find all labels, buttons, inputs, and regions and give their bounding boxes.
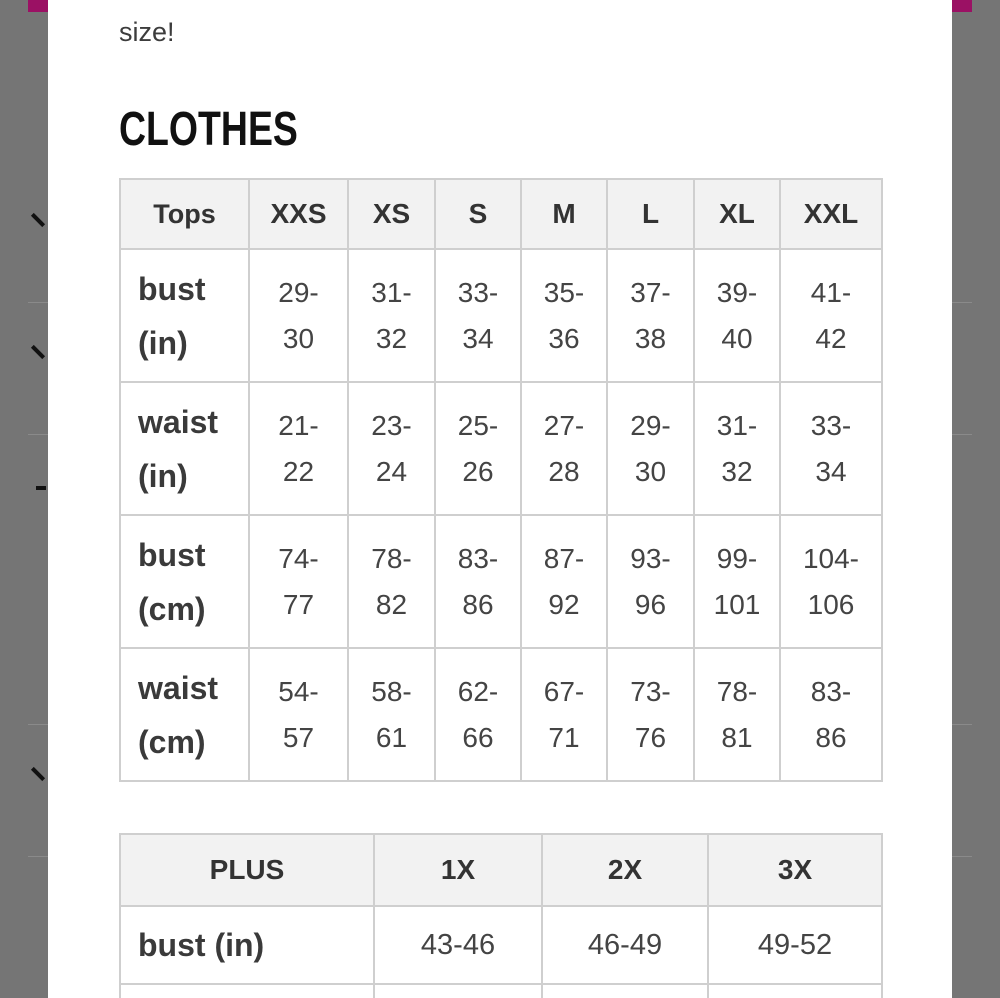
size-cell: 39- 40 [694,249,780,382]
section-title-clothes: CLOTHES [119,103,298,156]
intro-text: size! [119,17,175,47]
size-cell: 33- 34 [435,249,521,382]
table-row [120,382,882,515]
column-header-xxs: XXS [249,179,348,249]
size-cell: 99- 101 [694,515,780,648]
backdrop-divider [952,302,972,303]
table-row [120,515,882,648]
size-cell: 21- 22 [249,382,348,515]
row-label [120,382,249,515]
row-label-line: waist [138,403,219,440]
size-cell: 25- 26 [435,382,521,515]
backdrop-divider [952,856,972,857]
size-cell: 93- 96 [607,515,694,648]
column-header-xs: XS [348,179,435,249]
plus-size-table [119,833,883,998]
accent-bar-left [28,0,48,12]
size-cell: 73- 76 [607,648,694,781]
size-cell: 35- 36 [521,249,607,382]
backdrop-fragment [31,345,45,359]
accent-bar-right [952,0,972,12]
backdrop-divider [28,302,48,303]
column-header-tops: Tops [120,179,249,249]
size-cell: 49-52 [708,906,882,984]
size-cell: 83- 86 [435,515,521,648]
size-cell: 87- 92 [521,515,607,648]
size-chart-modal[interactable] [48,0,952,998]
row-label-line: (in) [138,324,188,361]
backdrop-divider [952,434,972,435]
table-header-row [120,834,882,906]
backdrop-fragment [31,213,45,227]
size-cell: 37- 38 [607,249,694,382]
size-cell: 54- 57 [249,648,348,781]
size-cell: 104- 106 [780,515,882,648]
size-cell: 27- 28 [521,382,607,515]
size-cell: 62- 66 [435,648,521,781]
column-header-3x: 3X [708,834,882,906]
size-cell: 74- 77 [249,515,348,648]
size-cell: 46-49 [542,906,708,984]
backdrop-divider [28,434,48,435]
tops-size-table [119,178,883,782]
row-label-line: (cm) [138,590,206,627]
column-header-l: L [607,179,694,249]
row-label [120,648,249,781]
column-header-2x: 2X [542,834,708,906]
table-row [120,249,882,382]
row-label-line: waist [138,669,219,706]
row-label [120,515,249,648]
size-cell [542,984,708,998]
size-cell: 31- 32 [348,249,435,382]
table-row [120,648,882,781]
size-cell: 78- 82 [348,515,435,648]
size-cell: 58- 61 [348,648,435,781]
size-cell: 23- 24 [348,382,435,515]
row-label-line: (cm) [138,723,206,760]
size-cell [708,984,882,998]
column-header-xxl: XXL [780,179,882,249]
column-header-m: M [521,179,607,249]
row-label: bust (in) [120,906,374,984]
size-cell: 33- 34 [780,382,882,515]
size-cell [374,984,542,998]
size-cell: 41- 42 [780,249,882,382]
row-label-line: bust [138,536,206,573]
column-header-s: S [435,179,521,249]
size-cell: 43-46 [374,906,542,984]
column-header-xl: XL [694,179,780,249]
backdrop-divider [28,724,48,725]
row-label-line: (in) [138,457,188,494]
column-header-1x: 1X [374,834,542,906]
backdrop-divider [28,856,48,857]
row-label-line: bust [138,270,206,307]
size-cell: 67- 71 [521,648,607,781]
table-row [120,906,882,984]
row-label [120,249,249,382]
size-cell: 83- 86 [780,648,882,781]
column-header-plus: PLUS [120,834,374,906]
table-header-row [120,179,882,249]
backdrop-fragment [36,486,46,490]
size-cell: 29- 30 [249,249,348,382]
table-row [120,984,882,998]
size-cell: 31- 32 [694,382,780,515]
size-cell: 78- 81 [694,648,780,781]
size-cell: 29- 30 [607,382,694,515]
backdrop-divider [952,724,972,725]
row-label [120,984,374,998]
backdrop-fragment [31,767,45,781]
